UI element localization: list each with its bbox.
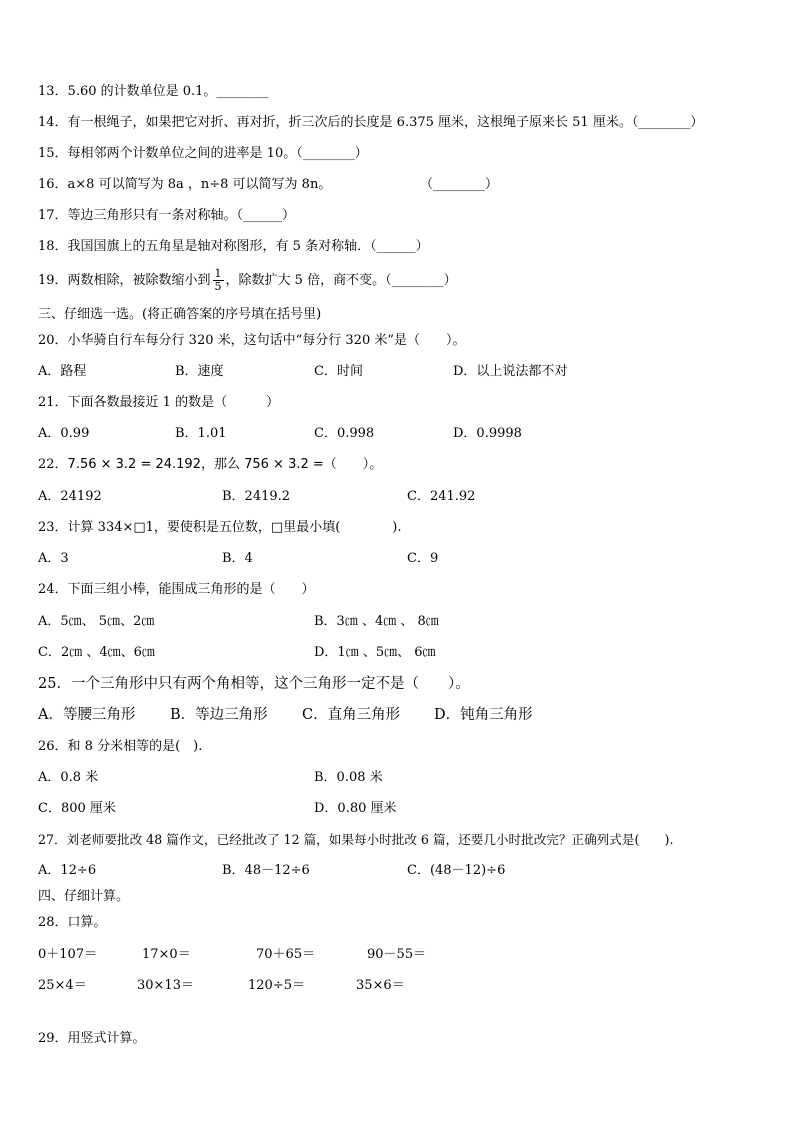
question-19 <box>38 268 457 294</box>
fraction-denominator: 5 <box>214 280 222 293</box>
q25-option-a: A．等腰三角形 <box>38 707 136 723</box>
q28-row2-item-4: 35×6＝ <box>356 978 405 993</box>
q28-row1-item-3: 70＋65＝ <box>256 947 316 962</box>
question-16-answer-blank: （________） <box>420 177 499 192</box>
q25-option-c: C．直角三角形 <box>302 707 401 723</box>
q28-row1-item-1: 0＋107＝ <box>38 947 98 962</box>
q28-row2-item-2: 30×13＝ <box>137 978 194 993</box>
q23-option-b: B．4 <box>222 551 253 566</box>
question-24: 24．下面三组小棒，能围成三角形的是（ ） <box>38 582 315 597</box>
q28-row2-item-1: 25×4＝ <box>38 978 87 993</box>
question-19-text-after: ，除数扩大 5 倍，商不变。（________） <box>225 273 457 288</box>
question-15: 15．每相邻两个计数单位之间的进率是 10。（________） <box>38 146 368 161</box>
q24-option-b: B．3㎝ 、4㎝ 、 8㎝ <box>314 614 439 629</box>
q21-option-d: D．0.9998 <box>453 426 522 441</box>
question-26: 26．和 8 分米相等的是( ). <box>38 739 203 754</box>
question-25: 25．一个三角形中只有两个角相等，这个三角形一定不是（ ）。 <box>38 676 470 692</box>
question-21: 21．下面各数最接近 1 的数是（ ） <box>38 395 280 410</box>
q27-option-c: C．(48－12)÷6 <box>407 863 506 878</box>
question-14: 14．有一根绳子，如果把它对折、再对折，折三次后的长度是 6.375 厘米，这根绳子原来长 51 厘米。（________） <box>38 115 704 130</box>
q22-option-b: B．2419.2 <box>222 489 291 504</box>
question-29: 29．用竖式计算。 <box>38 1031 146 1046</box>
question-23: 23．计算 334×□1，要使积是五位数，□里最小填( ). <box>38 520 402 535</box>
q27-option-a: A．12÷6 <box>38 863 97 878</box>
q22-option-a: A．24192 <box>38 489 102 504</box>
question-13: 13．5.60 的计数单位是 0.1。________ <box>38 84 269 99</box>
q26-option-d: D．0.80 厘米 <box>314 801 397 816</box>
question-22-number: 22． <box>38 457 68 472</box>
section-4-heading: 四、仔细计算。 <box>38 889 130 904</box>
q28-row2-item-3: 120÷5＝ <box>248 978 305 993</box>
question-22 <box>38 457 382 473</box>
q25-option-b: B．等边三角形 <box>170 707 268 723</box>
q21-option-c: C．0.998 <box>314 426 375 441</box>
q20-option-d: D．以上说法都不对 <box>453 364 568 379</box>
fraction-numerator: 1 <box>214 267 222 280</box>
q28-row1-item-2: 17×0＝ <box>142 947 191 962</box>
q24-option-d: D．1㎝ 、5㎝、 6㎝ <box>314 645 436 660</box>
section-3-heading: 三、仔细选一选。(将正确答案的序号填在括号里) <box>38 307 322 322</box>
q20-option-a: A．路程 <box>38 364 87 379</box>
q26-option-c: C．800 厘米 <box>38 801 116 816</box>
q23-option-c: C．9 <box>407 551 439 566</box>
fraction-one-fifth <box>213 268 224 293</box>
q21-option-a: A．0.99 <box>38 426 90 441</box>
q20-option-c: C．时间 <box>314 364 363 379</box>
question-22-formula: 7.56 × 3.2 = 24.192，那么 756 × 3.2 =（ ）。 <box>67 457 383 472</box>
question-16: 16．a×8 可以简写为 8a ，n÷8 可以简写为 8n。 <box>38 177 332 192</box>
question-18: 18．我国国旗上的五角星是轴对称图形，有 5 条对称轴．（______） <box>38 239 429 254</box>
q23-option-a: A．3 <box>38 551 69 566</box>
q20-option-b: B．速度 <box>175 364 224 379</box>
q26-option-b: B．0.08 米 <box>314 770 383 785</box>
q26-option-a: A．0.8 米 <box>38 770 99 785</box>
question-20: 20．小华骑自行车每分行 320 米，这句话中“每分行 320 米”是（ ）。 <box>38 333 466 348</box>
q27-option-b: B．48－12÷6 <box>222 863 310 878</box>
question-17: 17．等边三角形只有一条对称轴。（______） <box>38 208 296 223</box>
question-28: 28．口算。 <box>38 915 107 930</box>
q24-option-a: A．5㎝、 5㎝、2㎝ <box>38 614 155 629</box>
q24-option-c: C．2㎝ 、4㎝、6㎝ <box>38 645 155 660</box>
q21-option-b: B．1.01 <box>175 426 227 441</box>
question-27: 27．刘老师要批改 48 篇作文，已经批改了 12 篇，如果每小时批改 6 篇，还要几小时批改完？正确列式是( ). <box>38 832 674 847</box>
q28-row1-item-4: 90－55＝ <box>367 947 427 962</box>
q22-option-c: C．241.92 <box>407 489 476 504</box>
question-19-text-before: 19．两数相除，被除数缩小到 <box>38 273 211 288</box>
q25-option-d: D．钝角三角形 <box>434 707 533 723</box>
